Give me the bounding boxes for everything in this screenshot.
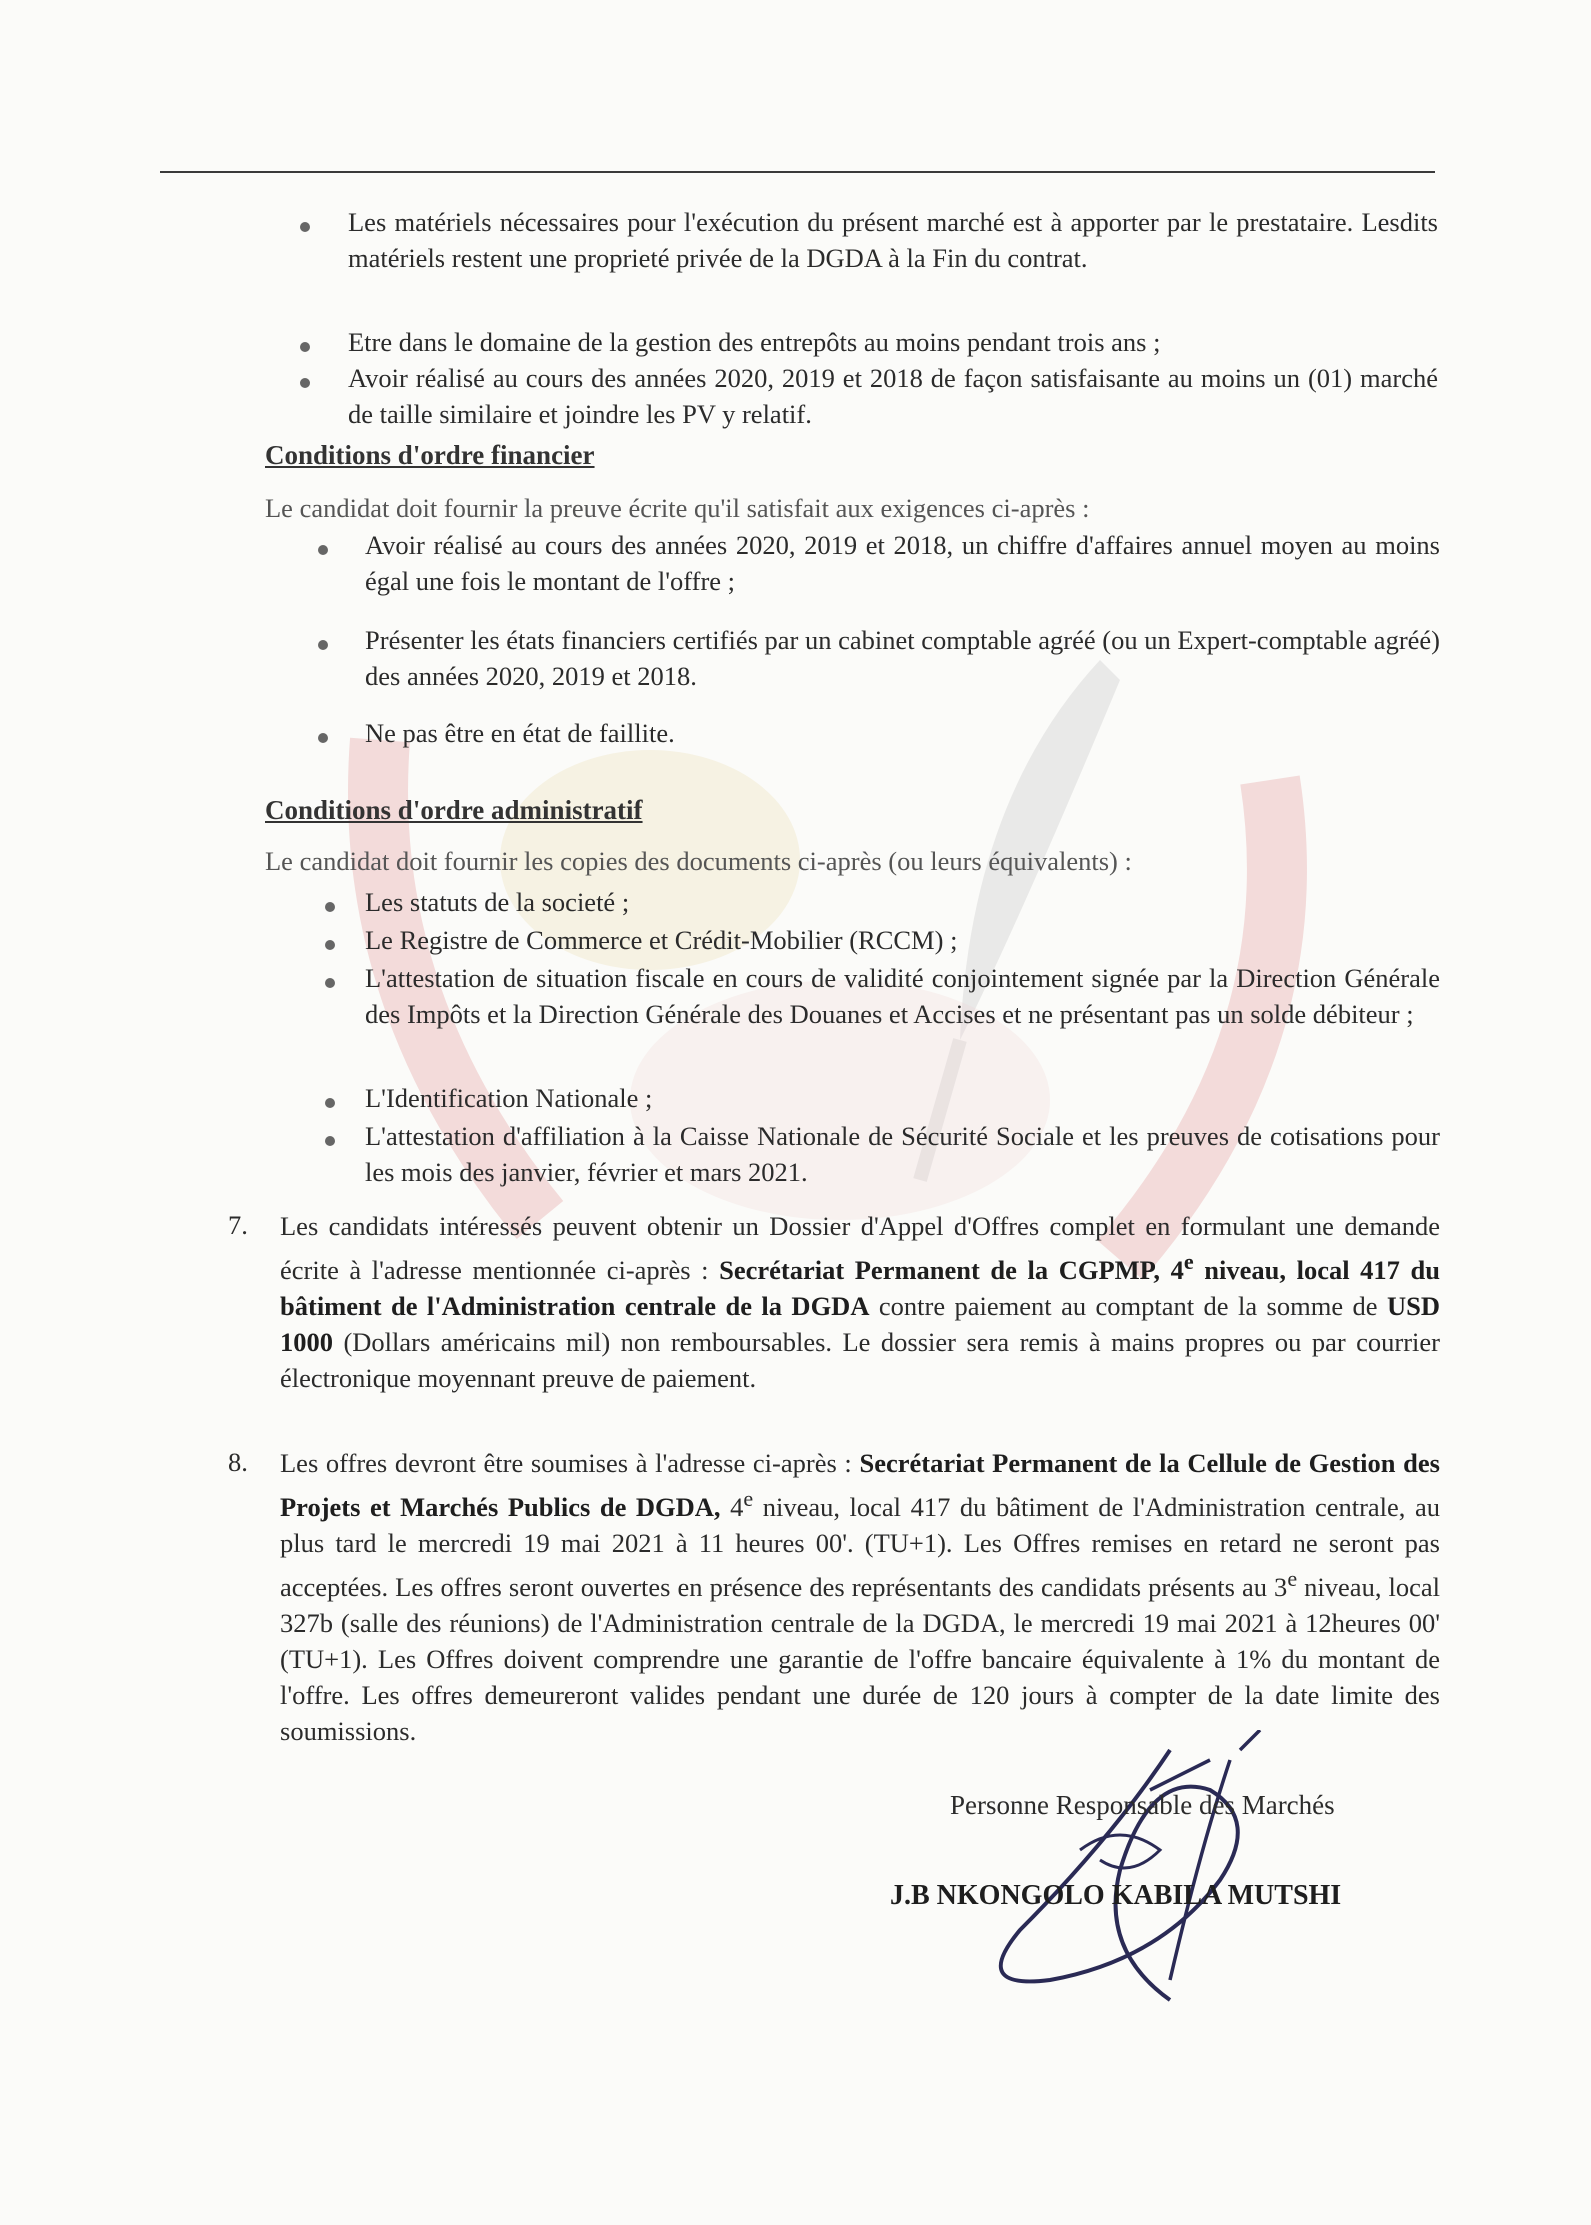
- section-heading-administrative: Conditions d'ordre administratif: [265, 795, 643, 825]
- list-item: Le Registre de Commerce et Crédit-Mobilier (RCCM) ;: [365, 925, 958, 955]
- list-item: Avoir réalisé au cours des années 2020, 2019 et 2018 de façon satisfaisante au moins un (01) marché de taille similaire et joindre les PV y relatif.: [348, 363, 1438, 429]
- signatory-name: J.B NKONGOLO KABILA MUTSHI: [890, 1880, 1342, 1911]
- signatory-title: Personne Responsable des Marchés: [950, 1790, 1335, 1820]
- paragraph-8: Les offres devront être soumises à l'adresse ci-après : Secrétariat Permanent de la Cellule de Gestion des Projets et Marchés Publics de DGDA, 4e niveau, local 417 du bâtiment de l'Administration centrale, au plus tard le mercredi 19 mai 2021 à 11 heures 00'. (TU+1). Les Offres remises en retard ne seront pas acceptées. Les offres seront ouvertes en présence des représentants des candidats présents au 3e niveau, local 327b (salle des réunions) de l'Administration centrale de la DGDA, le mercredi 19 mai 2021 à 12heures 00' (TU+1). Les Offres doivent comprendre une garantie de l'offre bancaire équivalente à 1% du montant de l'offre. Les offres demeureront valides pendant une durée de 120 jours à compter de la date limite des soumissions.: [280, 1448, 1441, 1746]
- bullet-icon: [300, 342, 310, 352]
- section-heading-financial: Conditions d'ordre financier: [265, 440, 595, 470]
- bullet-icon: [300, 378, 310, 388]
- header-rule: [160, 171, 1435, 173]
- list-item: Présenter les états financiers certifiés par un cabinet comptable agréé (ou un Expert-comptable agréé) des années 2020, 2019 et 2018.: [365, 625, 1440, 691]
- item-number: 7.: [228, 1210, 248, 1240]
- section-intro: Le candidat doit fournir les copies des documents ci-après (ou leurs équivalents) :: [265, 846, 1132, 876]
- list-item: Les matériels nécessaires pour l'exécution du présent marché est à apporter par le prestataire. Lesdits matériels restent une proprieté privée de la DGDA à la Fin du contrat.: [348, 207, 1438, 273]
- handwritten-signature: [960, 1730, 1290, 2020]
- list-item: L'attestation de situation fiscale en cours de validité conjointement signée par la Direction Générale des Impôts et la Direction Générale des Douanes et Accises et ne présentant pas un solde débiteur ;: [365, 963, 1440, 1029]
- list-item: L'attestation d'affiliation à la Caisse Nationale de Sécurité Sociale et les preuves de cotisations pour les mois des janvier, février et mars 2021.: [365, 1121, 1440, 1187]
- paragraph-7: Les candidats intéressés peuvent obtenir un Dossier d'Appel d'Offres complet en formulant une demande écrite à l'adresse mentionnée ci-après : Secrétariat Permanent de la CGPMP, 4e niveau, local 417 du bâtiment de l'Administration centrale de la DGDA contre paiement au comptant de la somme de USD 1000 (Dollars américains mil) non remboursables. Le dossier sera remis à mains propres ou par courrier électronique moyennant preuve de paiement.: [280, 1211, 1440, 1393]
- list-item: L'Identification Nationale ;: [365, 1083, 653, 1113]
- list-item: Etre dans le domaine de la gestion des entrepôts au moins pendant trois ans ;: [348, 327, 1161, 357]
- bullet-icon: [325, 940, 335, 950]
- bullet-icon: [325, 902, 335, 912]
- bullet-icon: [318, 545, 328, 555]
- bullet-icon: [318, 733, 328, 743]
- item-number: 8.: [228, 1447, 248, 1477]
- bullet-icon: [325, 978, 335, 988]
- bullet-icon: [325, 1098, 335, 1108]
- bullet-icon: [300, 222, 310, 232]
- list-item: Avoir réalisé au cours des années 2020, 2019 et 2018, un chiffre d'affaires annuel moyen au moins égal une fois le montant de l'offre ;: [365, 530, 1440, 596]
- list-item: Ne pas être en état de faillite.: [365, 718, 675, 748]
- section-intro: Le candidat doit fournir la preuve écrite qu'il satisfait aux exigences ci-après :: [265, 493, 1090, 523]
- bullet-icon: [318, 640, 328, 650]
- bullet-icon: [325, 1136, 335, 1146]
- list-item: Les statuts de la societé ;: [365, 887, 630, 917]
